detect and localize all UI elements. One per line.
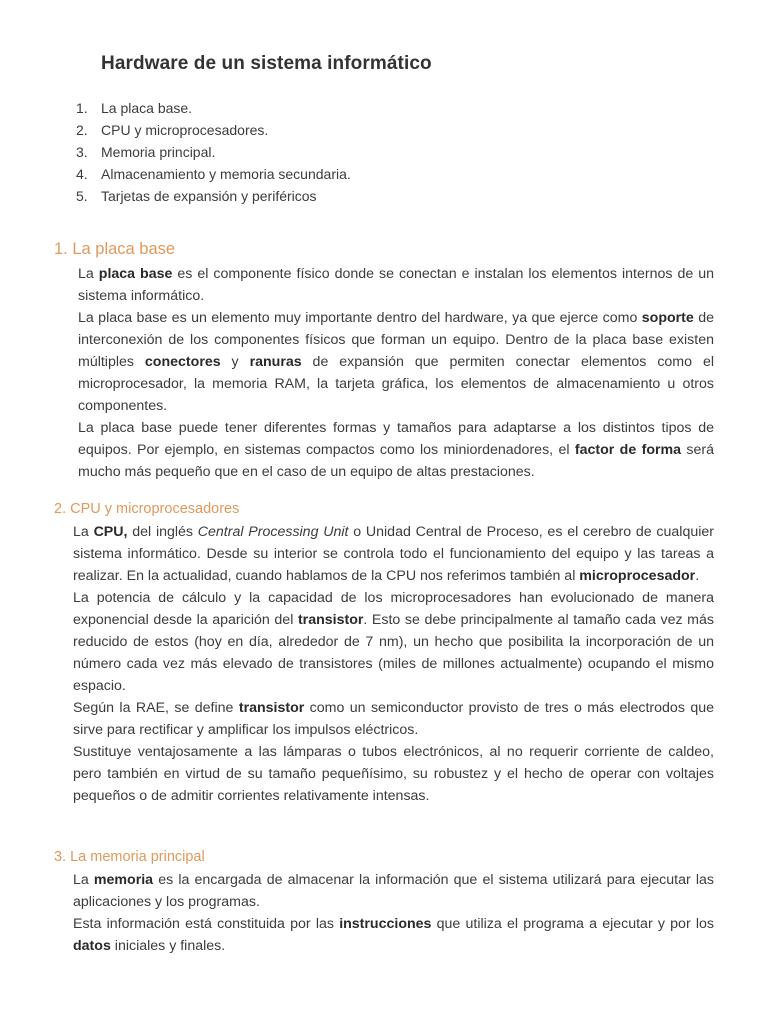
section-heading-cpu: 2. CPU y microprocesadores: [54, 501, 240, 517]
list-item: [76, 185, 351, 207]
text-run: es la encargada de almacenar la información que el sistema utilizará para ejecutar las aplicaciones y los programas.: [73, 872, 714, 910]
paragraph: [78, 307, 714, 417]
list-item-number: 2.: [76, 122, 88, 138]
list-item: [76, 163, 351, 185]
list-item-label: La placa base.: [101, 100, 193, 116]
paragraph: [73, 521, 714, 587]
text-run: La potencia de cálculo y la capacidad de los microprocesadores han evolucionado de manera exponencial desde la aparición del: [73, 590, 714, 628]
text-run: de expansión que permiten conectar elementos como el microprocesador, la memoria RAM, la tarjeta gráfica, los elementos de almacenamiento u otros componentes.: [78, 354, 714, 414]
bold-term: datos: [73, 938, 111, 954]
text-run: será mucho más pequeño que en el caso de un equipo de altas prestaciones.: [78, 442, 714, 480]
bold-term: transistor: [297, 612, 364, 628]
text-run: es el componente físico donde se conectan e instalan los elementos internos de un sistema informático.: [78, 266, 714, 304]
text-run: que utiliza el programa a ejecutar y por los: [431, 916, 714, 932]
text-run: iniciales y finales.: [110, 938, 226, 954]
list-item: [76, 119, 351, 141]
paragraph: [73, 741, 714, 807]
text-run: Según la RAE, se define: [73, 700, 239, 716]
text-run: .: [695, 568, 700, 584]
list-item-number: 4.: [76, 166, 88, 182]
list-item-label: Memoria principal.: [101, 144, 216, 160]
list-item-number: 1.: [76, 100, 88, 116]
bold-term: microprocesador: [579, 568, 696, 584]
section-body-cpu: [73, 521, 714, 807]
list-item-label: Almacenamiento y memoria secundaria.: [101, 166, 351, 182]
paragraph: [73, 587, 714, 697]
bold-term: memoria: [93, 872, 154, 888]
bold-term: soporte: [641, 310, 694, 326]
bold-term: ranuras: [249, 354, 302, 370]
paragraph: [78, 417, 714, 483]
text-run: del inglés: [127, 524, 198, 540]
section-heading-placa-base: 1. La placa base: [54, 240, 176, 258]
text-run: Sustituye ventajosamente a las lámparas o tubos electrónicos, al no requerir corriente de caldeo, pero también en virtud de su tamaño pequeñísimo, su robustez y el hecho de operar con voltajes pequeños o de admitir corrientes relativamente intensas.: [73, 744, 714, 804]
paragraph: [73, 869, 714, 913]
text-run: La: [73, 524, 94, 540]
text-run: Esta información está constituida por las: [73, 916, 340, 932]
list-item: [76, 97, 351, 119]
table-of-contents: [76, 97, 351, 207]
text-run: . Esto se debe principalmente al tamaño cada vez más reducido de estos (hoy en día, alrededor de 7 nm), un hecho que posibilita la incorporación de un número cada vez más elevado de transistores (miles de millones actualmente) ocupando el mismo espacio.: [73, 612, 714, 694]
text-run: como un semiconductor provisto de tres o más electrodos que sirve para rectificar y amplificar los impulsos eléctricos.: [73, 700, 714, 738]
list-item-label: CPU y microprocesadores.: [101, 122, 269, 138]
text-run: La: [73, 872, 94, 888]
list-item-number: 3.: [76, 144, 88, 160]
paragraph: [78, 263, 714, 307]
section-body-memoria: [73, 869, 714, 957]
list-item: [76, 141, 351, 163]
bold-term: factor de forma: [574, 442, 682, 458]
text-run: y: [220, 354, 250, 370]
page-title: Hardware de un sistema informático: [101, 53, 432, 74]
paragraph: [73, 697, 714, 741]
list-item-label: Tarjetas de expansión y periféricos: [101, 188, 317, 204]
text-run: o Unidad Central de Proceso, es el cerebro de cualquier sistema informático. Desde su interior se controla todo el funcionamiento del equipo y las tareas a realizar. En la actualidad, cuando hablamos de la CPU nos referimos también al: [73, 524, 714, 584]
bold-term: conectores: [144, 354, 221, 370]
bold-term: instrucciones: [339, 916, 432, 932]
bold-term: placa base: [98, 266, 173, 282]
bold-term: CPU,: [93, 524, 128, 540]
section-body-placa-base: [78, 263, 714, 483]
list-item-number: 5.: [76, 188, 88, 204]
bold-term: transistor: [238, 700, 305, 716]
paragraph: [73, 913, 714, 957]
text-run: La placa base puede tener diferentes formas y tamaños para adaptarse a los distintos tipos de equipos. Por ejemplo, en sistemas compactos como los miniordenadores, el: [78, 420, 714, 458]
text-run: La placa base es un elemento muy importante dentro del hardware, ya que ejerce como: [78, 310, 642, 326]
italic-term: Central Processing Unit: [197, 524, 349, 540]
section-heading-memoria: 3. La memoria principal: [54, 849, 205, 865]
text-run: de interconexión de los componentes físicos que forman un equipo. Dentro de la placa base existen múltiples: [78, 310, 714, 370]
text-run: La: [78, 266, 99, 282]
